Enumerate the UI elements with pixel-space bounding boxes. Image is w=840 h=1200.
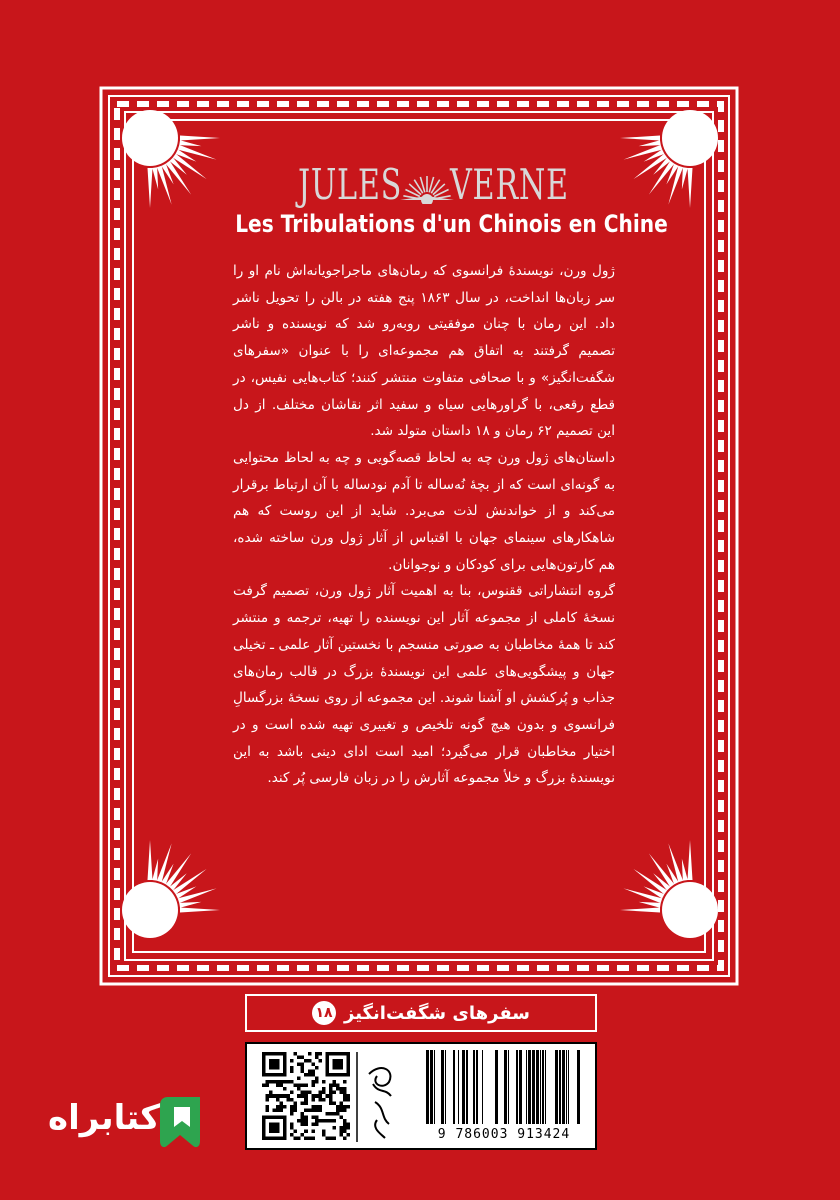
sun-ornament-icon [620, 840, 718, 938]
author-first-name: JULES [298, 160, 403, 209]
publisher-logo-icon [355, 1048, 401, 1146]
barcode-icon [420, 1048, 588, 1126]
series-banner [245, 994, 597, 1032]
author-last-name: VERNE [450, 160, 569, 209]
sun-ornament-icon [122, 110, 220, 208]
paragraph: گروه انتشاراتی ققنوس، بنا به اهمیت آثار ژول ورن، تصمیم گرفت نسخهٔ کاملی از مجموعه آثار این نویسنده را تهیه، ترجمه و منتشر کند تا همهٔ مخاطبان به صورتی منسجم با نخستین آثار علمی ـ تخیلی جهان و پیشگویی‌های علمی این نویسندهٔ بزرگ در قالب رمان‌های جذاب و پُرکشش او آشنا شوند. این مجموعه از روی نسخهٔ بزرگسالِ فرانسوی و بدون هیچ گونه تلخیص و تغییری تهیه شده است و در اختیار مخاطبان قرار می‌گیرد؛ امید است ادای دینی باشد به این نویسندهٔ بزرگ و خلأ مجموعه آثارش را در زبان فارسی پُر کند. [233, 583, 615, 787]
ketabrah-logo-text: کتابراه [48, 1098, 161, 1138]
qr-code-icon [262, 1052, 350, 1140]
paragraph: ژول ورن، نویسندهٔ فرانسوی که رمان‌های ماجراجویانه‌اش نام او را سر زبان‌ها انداخت، در سال ۱۸۶۳ پنج هفته در بالن را تحویل ناشر داد. این رمان با چنان موفقیتی روبه‌رو شد که نویسنده و ناشر تصمیم گرفتند به اتفاق هم مجموعه‌ای را با عنوان «سفرهای شگفت‌انگیز» و با صحافی متفاوت منتشر کنند؛ کتاب‌هایی نفیس، در قطع رقعی، با گراورهایی سیاه و سفید اثر نقاشان مختلف. از دل این تصمیم ۶۲ رمان و ۱۸ داستان متولد شد. [233, 263, 615, 440]
author-title [280, 160, 570, 210]
sun-ornament-icon [122, 840, 220, 938]
book-title: Les Tribulations d'un Chinois en Chine [235, 210, 668, 238]
series-number: ۱۸ [312, 1001, 336, 1025]
paragraph: داستان‌های ژول ورن چه به لحاظ قصه‌گویی و چه به لحاظ محتوایی به گونه‌ای است که از بچهٔ نُه‌ساله تا آدم نودساله با آن ارتباط برقرار می‌کند و از خواندنش لذت می‌برد. شاید از این روست که هم شاهکارهای سینمای جهان با اقتباس از آثار ژول ورن ساخته شده، هم کارتون‌هایی برای کودکان و نوجوانان. [233, 449, 615, 573]
blurb-text [233, 258, 615, 792]
series-label: سفرهای شگفت‌انگیز [344, 1002, 530, 1024]
sun-ornament-icon [620, 110, 718, 208]
isbn-number: 9 786003 913424 [437, 1127, 571, 1142]
